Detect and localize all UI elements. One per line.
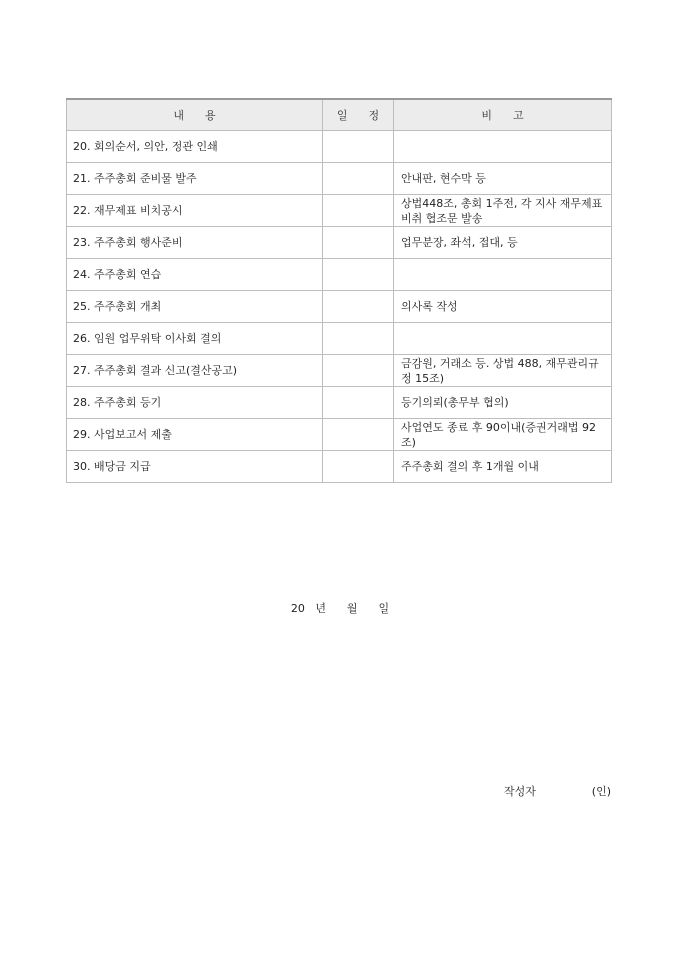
schedule-table	[66, 98, 612, 483]
row-content: 28. 주주총회 등기	[67, 387, 323, 419]
table-row	[67, 227, 612, 259]
document-date: 20 년 월 일	[290, 602, 390, 615]
header-content: 내 용	[67, 99, 323, 131]
row-notes: 주주총회 결의 후 1개월 이내	[394, 451, 612, 483]
row-content: 23. 주주총회 행사준비	[67, 227, 323, 259]
row-notes: 업무분장, 좌석, 접대, 등	[394, 227, 612, 259]
row-notes: 금감원, 거래소 등. 상법 488, 재무관리규정 15조)	[394, 355, 612, 387]
table-row	[67, 419, 612, 451]
row-schedule	[323, 387, 394, 419]
table-row	[67, 323, 612, 355]
row-notes	[394, 259, 612, 291]
row-schedule	[323, 227, 394, 259]
row-schedule	[323, 451, 394, 483]
row-schedule	[323, 259, 394, 291]
table-row	[67, 163, 612, 195]
row-notes: 의사록 작성	[394, 291, 612, 323]
row-content: 30. 배당금 지급	[67, 451, 323, 483]
row-notes: 등기의뢰(총무부 협의)	[394, 387, 612, 419]
author-signature-line: 작성자 (인)	[503, 785, 611, 798]
row-schedule	[323, 419, 394, 451]
row-schedule	[323, 291, 394, 323]
row-schedule	[323, 355, 394, 387]
row-notes: 안내판, 현수막 등	[394, 163, 612, 195]
row-schedule	[323, 131, 394, 163]
table-row	[67, 195, 612, 227]
row-content: 27. 주주총회 결과 신고(결산공고)	[67, 355, 323, 387]
row-content: 21. 주주총회 준비물 발주	[67, 163, 323, 195]
row-schedule	[323, 323, 394, 355]
row-schedule	[323, 163, 394, 195]
header-notes: 비 고	[394, 99, 612, 131]
row-content: 20. 회의순서, 의안, 정관 인쇄	[67, 131, 323, 163]
row-notes: 사업연도 종료 후 90이내(증권거래법 92조)	[394, 419, 612, 451]
table-row	[67, 355, 612, 387]
row-content: 22. 재무제표 비치공시	[67, 195, 323, 227]
table-row	[67, 451, 612, 483]
table-row	[67, 259, 612, 291]
row-notes	[394, 323, 612, 355]
row-content: 29. 사업보고서 제출	[67, 419, 323, 451]
table-row	[67, 387, 612, 419]
table-row	[67, 291, 612, 323]
row-content: 24. 주주총회 연습	[67, 259, 323, 291]
table-header-row	[67, 99, 612, 131]
row-notes	[394, 131, 612, 163]
row-content: 25. 주주총회 개최	[67, 291, 323, 323]
row-schedule	[323, 195, 394, 227]
header-schedule: 일 정	[323, 99, 394, 131]
row-content: 26. 임원 업무위탁 이사회 결의	[67, 323, 323, 355]
row-notes: 상법448조, 총회 1주전, 각 지사 재무제표 비취 협조문 발송	[394, 195, 612, 227]
table-row	[67, 131, 612, 163]
